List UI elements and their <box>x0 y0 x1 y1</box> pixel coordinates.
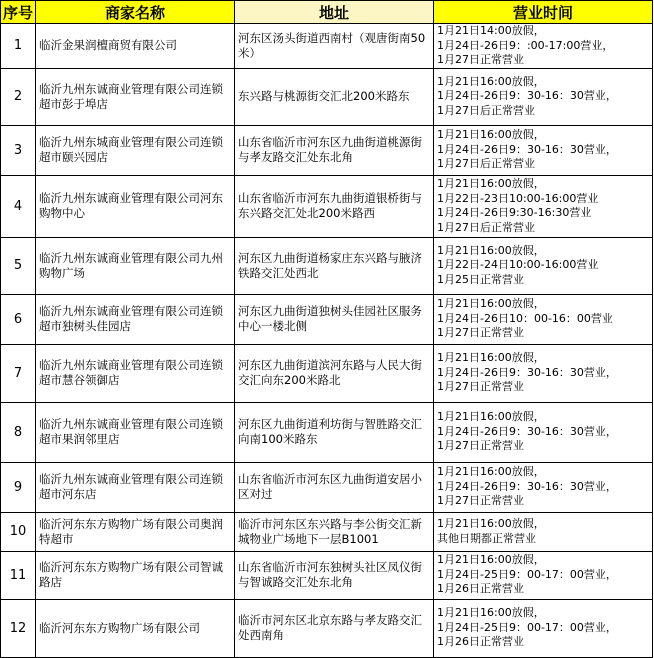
hours-line: 1月24日-25日9：00-17：00营业， <box>437 567 617 581</box>
business-hours <box>434 294 653 344</box>
header-address: 地址 <box>235 1 434 24</box>
hours-line: 1月26日正常营业 <box>437 582 524 596</box>
table-row <box>1 125 653 175</box>
hours-line: 1月24日-26日9：30-16：30营业， <box>437 424 617 438</box>
business-hours <box>434 175 653 237</box>
table-row <box>1 462 653 512</box>
merchant-name: 临沂九州东诚商业管理有限公司连锁超市河东店 <box>36 462 235 512</box>
hours-line: 1月21日16:00放假， <box>437 177 545 190</box>
table-body <box>1 24 653 658</box>
table-row <box>1 175 653 237</box>
hours-line: 1月21日16:00放假， <box>437 243 545 257</box>
hours-line: 1月24日-26日10：00-16：00营业 <box>437 311 613 325</box>
business-hours <box>434 68 653 125</box>
hours-line: 1月27日正常营业 <box>437 494 524 508</box>
hours-line: 1月27日正常营业 <box>437 439 524 453</box>
hours-line: 1月22日-24日10:00-16:00营业 <box>437 258 599 272</box>
hours-line: 1月24日-25日9：00-17：00营业， <box>437 620 617 634</box>
merchant-name: 临沂河东东方购物广场有限公司奥润特超市 <box>36 512 235 551</box>
merchant-address: 河东区九曲街道杨家庄东兴路与腋济铁路交汇处西北 <box>235 237 434 294</box>
hours-line: 1月24日-26日9：30-16：30营业， <box>437 479 617 493</box>
table-row <box>1 237 653 294</box>
table-row <box>1 24 653 69</box>
hours-line: 1月21日16:00放假， <box>437 553 545 567</box>
merchant-address: 山东省临沂市河东九曲街道银桥街与东兴路交汇处北200米路西 <box>235 175 434 237</box>
row-index: 1 <box>1 24 36 69</box>
business-hours <box>434 599 653 657</box>
merchant-name: 临沂九州东诚商业管理有限公司连锁超市果润邻里店 <box>36 402 235 462</box>
hours-line: 1月26日正常营业 <box>437 635 524 649</box>
merchant-address: 临沂市河东区北京东路与孝友路交汇处西南角 <box>235 599 434 657</box>
table-row <box>1 599 653 657</box>
hours-line: 1月27日后正常营业 <box>437 103 535 117</box>
row-index: 2 <box>1 68 36 125</box>
hours-line: 1月27日正常营业 <box>437 326 524 340</box>
merchant-address: 临沂市河东区东兴路与李公街交汇新城物业广场地下一层B1001 <box>235 512 434 551</box>
header-business-hours: 营业时间 <box>434 1 653 24</box>
hours-line: 1月21日16:00放假， <box>437 517 545 530</box>
hours-line: 1月25日正常营业 <box>437 272 524 286</box>
hours-line: 1月21日16:00放假， <box>437 606 545 620</box>
business-hours <box>434 344 653 402</box>
merchant-name: 临沂九州东诚商业管理有限公司河东购物中心 <box>36 175 235 237</box>
merchant-address: 山东省临沂市河东区九曲街道桃源街与孝友路交汇处东北角 <box>235 125 434 175</box>
row-index: 12 <box>1 599 36 657</box>
table-row <box>1 551 653 599</box>
hours-line: 1月21日16:00放假， <box>437 465 545 479</box>
hours-line: 1月22日-23日10:00-16:00营业 <box>437 191 599 205</box>
hours-line: 1月21日16:00放假， <box>437 74 545 88</box>
hours-line: 1月21日16:00放假， <box>437 351 545 365</box>
merchant-name: 临沂金果润檀商贸有限公司 <box>36 24 235 69</box>
hours-line: 1月27日后正常营业 <box>437 157 535 171</box>
row-index: 4 <box>1 175 36 237</box>
table-row <box>1 344 653 402</box>
header-index: 序号 <box>1 1 36 24</box>
table-row <box>1 402 653 462</box>
row-index: 3 <box>1 125 36 175</box>
business-hours <box>434 237 653 294</box>
merchant-name: 临沂河东东方购物广场有限公司智诚路店 <box>36 551 235 599</box>
merchant-address: 山东省临沂市河东区九曲街道安居小区对过 <box>235 462 434 512</box>
hours-line: 1月27日正常营业 <box>437 380 524 394</box>
row-index: 8 <box>1 402 36 462</box>
row-index: 6 <box>1 294 36 344</box>
business-hours <box>434 462 653 512</box>
business-hours <box>434 402 653 462</box>
merchant-name: 临沂九州东诚商业管理有限公司九州购物广场 <box>36 237 235 294</box>
row-index: 11 <box>1 551 36 599</box>
merchant-address: 河东区汤头街道西南村（观唐街南50米） <box>235 24 434 69</box>
row-index: 10 <box>1 512 36 551</box>
hours-line: 1月21日14:00放假， <box>437 24 545 37</box>
merchant-address: 东兴路与桃源街交汇北200米路东 <box>235 68 434 125</box>
business-hours <box>434 24 653 69</box>
merchant-name: 临沂九州东诚商业管理有限公司连锁超市彭于埠店 <box>36 68 235 125</box>
merchant-address: 河东区九曲街道独树头佳园社区服务中心一楼北侧 <box>235 294 434 344</box>
business-hours <box>434 512 653 551</box>
hours-line: 1月24日-26日9：30-16：30营业， <box>437 89 617 103</box>
merchant-address: 河东区九曲街道利坊街与智胜路交汇向南100米路东 <box>235 402 434 462</box>
table-row <box>1 512 653 551</box>
business-hours <box>434 551 653 599</box>
hours-line: 1月21日16:00放假， <box>437 410 545 424</box>
merchant-name: 临沂九州东诚商业管理有限公司连锁超市慧谷领御店 <box>36 344 235 402</box>
table-row <box>1 294 653 344</box>
merchant-address: 河东区九曲街道滨河东路与人民大街交汇向东200米路北 <box>235 344 434 402</box>
header-merchant-name: 商家名称 <box>36 1 235 24</box>
business-hours <box>434 125 653 175</box>
hours-line: 1月27日正常营业 <box>437 53 524 66</box>
hours-line: 1月27日后正常营业 <box>437 220 535 234</box>
hours-line: 1月24日-26日9：30-16：30营业， <box>437 365 617 379</box>
row-index: 9 <box>1 462 36 512</box>
merchant-name: 临沂九州东诚商业管理有限公司连锁超市独树头佳园店 <box>36 294 235 344</box>
row-index: 5 <box>1 237 36 294</box>
hours-line: 1月21日16:00放假， <box>437 128 545 142</box>
hours-line: 1月24日-26日9:30-16:30营业 <box>437 206 592 219</box>
merchant-address: 山东省临沂市河东独树头社区凤仪街与智诚路交汇处东北角 <box>235 551 434 599</box>
table-row <box>1 68 653 125</box>
merchant-name: 临沂九州东城商业管理有限公司连锁超市颐兴园店 <box>36 125 235 175</box>
hours-line: 其他日期都正常营业 <box>437 531 536 545</box>
header-row <box>1 1 653 24</box>
hours-line: 1月24日-26日9：:00-17:00营业， <box>437 38 614 52</box>
hours-line: 1月21日16:00放假， <box>437 297 545 311</box>
merchant-name: 临沂河东东方购物广场有限公司 <box>36 599 235 657</box>
row-index: 7 <box>1 344 36 402</box>
hours-line: 1月24日-26日9：30-16：30营业， <box>437 142 617 156</box>
